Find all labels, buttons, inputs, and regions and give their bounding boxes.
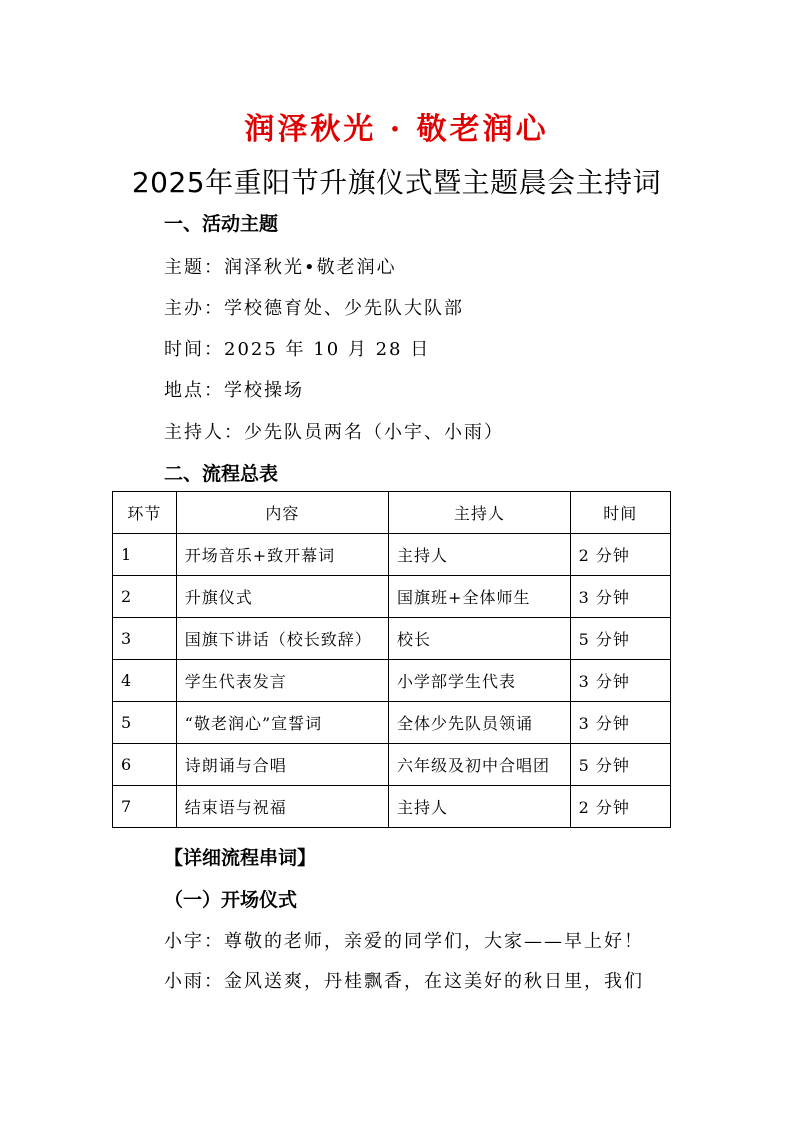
table-cell: 主持人 [389, 786, 571, 828]
table-row [113, 660, 671, 702]
table-row [113, 576, 671, 618]
table-header-cell: 主持人 [389, 492, 571, 534]
details-heading: 【详细流程串词】 [164, 847, 317, 869]
table-cell: 六年级及初中合唱团 [389, 744, 571, 786]
info-line-time [164, 335, 430, 361]
info-value: 2025 年 10 月 28 日 [224, 339, 431, 360]
table-cell: 5 分钟 [570, 618, 670, 660]
speaker-label: 小雨： [164, 971, 224, 992]
table-row [113, 744, 671, 786]
table-cell: 开场音乐+致开幕词 [176, 534, 388, 576]
table-header-cell: 时间 [570, 492, 670, 534]
info-line-theme [164, 253, 397, 279]
speaker-text: 金风送爽，丹桂飘香，在这美好的秋日里，我们 [224, 971, 644, 992]
section-heading-flow: 二、流程总表 [164, 463, 279, 485]
table-cell: 2 分钟 [570, 786, 670, 828]
table-header-cell: 内容 [176, 492, 388, 534]
table-row [113, 534, 671, 576]
info-label: 地点： [164, 380, 224, 401]
info-label: 时间： [164, 339, 224, 360]
table-cell: 学生代表发言 [176, 660, 388, 702]
table-cell: 国旗下讲话（校长致辞） [176, 618, 388, 660]
table-cell: “敬老润心”宣誓词 [176, 702, 388, 744]
info-label: 主办： [164, 298, 224, 319]
section-heading-theme: 一、活动主题 [164, 213, 279, 235]
script-line [164, 967, 644, 993]
info-line-hosts [164, 418, 504, 444]
info-line-location [164, 376, 304, 402]
table-cell: 7 [113, 786, 177, 828]
table-row [113, 786, 671, 828]
info-value: 润泽秋光•敬老润心 [224, 257, 397, 278]
info-value: 少先队员两名（小宇、小雨） [244, 422, 504, 443]
table-cell: 全体少先队员领诵 [389, 702, 571, 744]
table-cell: 2 分钟 [570, 534, 670, 576]
table-row [113, 702, 671, 744]
script-line [164, 927, 644, 953]
table-cell: 5 分钟 [570, 744, 670, 786]
table-header-cell: 环节 [113, 492, 177, 534]
table-cell: 结束语与祝福 [176, 786, 388, 828]
info-label: 主题： [164, 257, 224, 278]
table-header-row [113, 492, 671, 534]
table-cell: 1 [113, 534, 177, 576]
flow-table [112, 491, 671, 828]
table-cell: 5 [113, 702, 177, 744]
info-line-organizer [164, 294, 464, 320]
info-value: 学校操场 [224, 380, 304, 401]
table-cell: 2 [113, 576, 177, 618]
info-value: 学校德育处、少先队大队部 [224, 298, 464, 319]
table-row [113, 618, 671, 660]
table-cell: 6 [113, 744, 177, 786]
table-cell: 4 [113, 660, 177, 702]
table-cell: 国旗班+全体师生 [389, 576, 571, 618]
table-cell: 升旗仪式 [176, 576, 388, 618]
document-subtitle: 2025年重阳节升旗仪式暨主题晨会主持词 [131, 166, 662, 199]
table-cell: 校长 [389, 618, 571, 660]
speaker-text: 尊敬的老师，亲爱的同学们，大家——早上好！ [224, 931, 644, 952]
table-cell: 主持人 [389, 534, 571, 576]
document-title: 润泽秋光 · 敬老润心 [244, 112, 549, 147]
details-subheading: （一）开场仪式 [164, 889, 298, 911]
table-cell: 3 分钟 [570, 702, 670, 744]
table-cell: 3 [113, 618, 177, 660]
table-cell: 3 分钟 [570, 576, 670, 618]
info-label: 主持人： [164, 422, 244, 443]
table-cell: 小学部学生代表 [389, 660, 571, 702]
table-cell: 诗朗诵与合唱 [176, 744, 388, 786]
table-cell: 3 分钟 [570, 660, 670, 702]
speaker-label: 小宇： [164, 931, 224, 952]
